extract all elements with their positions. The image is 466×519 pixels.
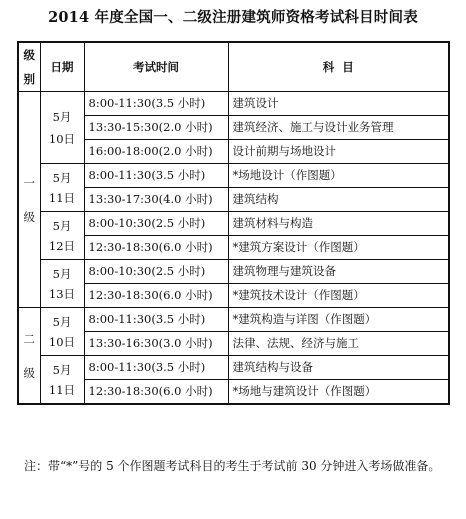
date-cell: 5月 10日 <box>40 92 84 164</box>
level-cell <box>18 308 40 405</box>
header-date: 日期 <box>40 42 84 92</box>
time-cell: 8:00-11:30(3.5 小时) <box>84 308 228 332</box>
time-cell: 8:00-11:30(3.5 小时) <box>84 92 228 116</box>
time-cell: 16:00-18:00(2.0 小时) <box>84 140 228 164</box>
subject-cell: 建筑经济、施工与设计业务管理 <box>228 116 449 140</box>
level-cell <box>18 92 40 308</box>
header-subject: 科 目 <box>228 42 449 92</box>
subject-cell: *建筑构造与详图（作图题） <box>228 308 449 332</box>
date-cell: 5月 13日 <box>40 260 84 308</box>
header-level <box>18 42 40 92</box>
subject-cell: 法律、法规、经济与施工 <box>228 332 449 356</box>
table-row <box>18 212 449 236</box>
time-cell: 13:30-15:30(2.0 小时) <box>84 116 228 140</box>
subject-cell: *场地设计（作图题） <box>228 164 449 188</box>
level-label: 一 级 <box>23 175 35 224</box>
time-cell: 8:00-11:30(3.5 小时) <box>84 164 228 188</box>
date-cell: 5月 11日 <box>40 164 84 212</box>
time-cell: 12:30-18:30(6.0 小时) <box>84 236 228 260</box>
table-row <box>18 92 449 116</box>
time-cell: 8:00-10:30(2.5 小时) <box>84 260 228 284</box>
table-row <box>18 260 449 284</box>
time-cell: 8:00-10:30(2.5 小时) <box>84 212 228 236</box>
time-cell: 8:00-11:30(3.5 小时) <box>84 356 228 380</box>
header-level-label: 级 别 <box>23 48 35 86</box>
subject-cell: 建筑物理与建筑设备 <box>228 260 449 284</box>
subject-cell: 建筑结构 <box>228 188 449 212</box>
time-cell: 12:30-18:30(6.0 小时) <box>84 380 228 405</box>
table-row <box>18 164 449 188</box>
schedule-body <box>18 92 449 405</box>
subject-cell: *建筑技术设计（作图题） <box>228 284 449 308</box>
table-header-row <box>18 42 449 92</box>
time-cell: 13:30-17:30(4.0 小时) <box>84 188 228 212</box>
time-cell: 13:30-16:30(3.0 小时) <box>84 332 228 356</box>
footnote: 注：带“*”号的 5 个作图题考试科目的考生于考试前 30 分钟进入考场做准备。 <box>24 459 441 473</box>
subject-cell: *场地与建筑设计（作图题） <box>228 380 449 405</box>
time-cell: 12:30-18:30(6.0 小时) <box>84 284 228 308</box>
page-title: 2014 年度全国一、二级注册建筑师资格考试科目时间表 <box>48 9 418 26</box>
subject-cell: 设计前期与场地设计 <box>228 140 449 164</box>
table-row <box>18 356 449 380</box>
date-cell: 5月 11日 <box>40 356 84 405</box>
date-cell: 5月 10日 <box>40 308 84 356</box>
exam-schedule-table <box>17 41 450 405</box>
subject-cell: 建筑材料与构造 <box>228 212 449 236</box>
header-time: 考试时间 <box>84 42 228 92</box>
subject-cell: 建筑结构与设备 <box>228 356 449 380</box>
subject-cell: *建筑方案设计（作图题） <box>228 236 449 260</box>
date-cell: 5月 12日 <box>40 212 84 260</box>
subject-cell: 建筑设计 <box>228 92 449 116</box>
table-row <box>18 308 449 332</box>
level-label: 二 级 <box>23 331 35 380</box>
